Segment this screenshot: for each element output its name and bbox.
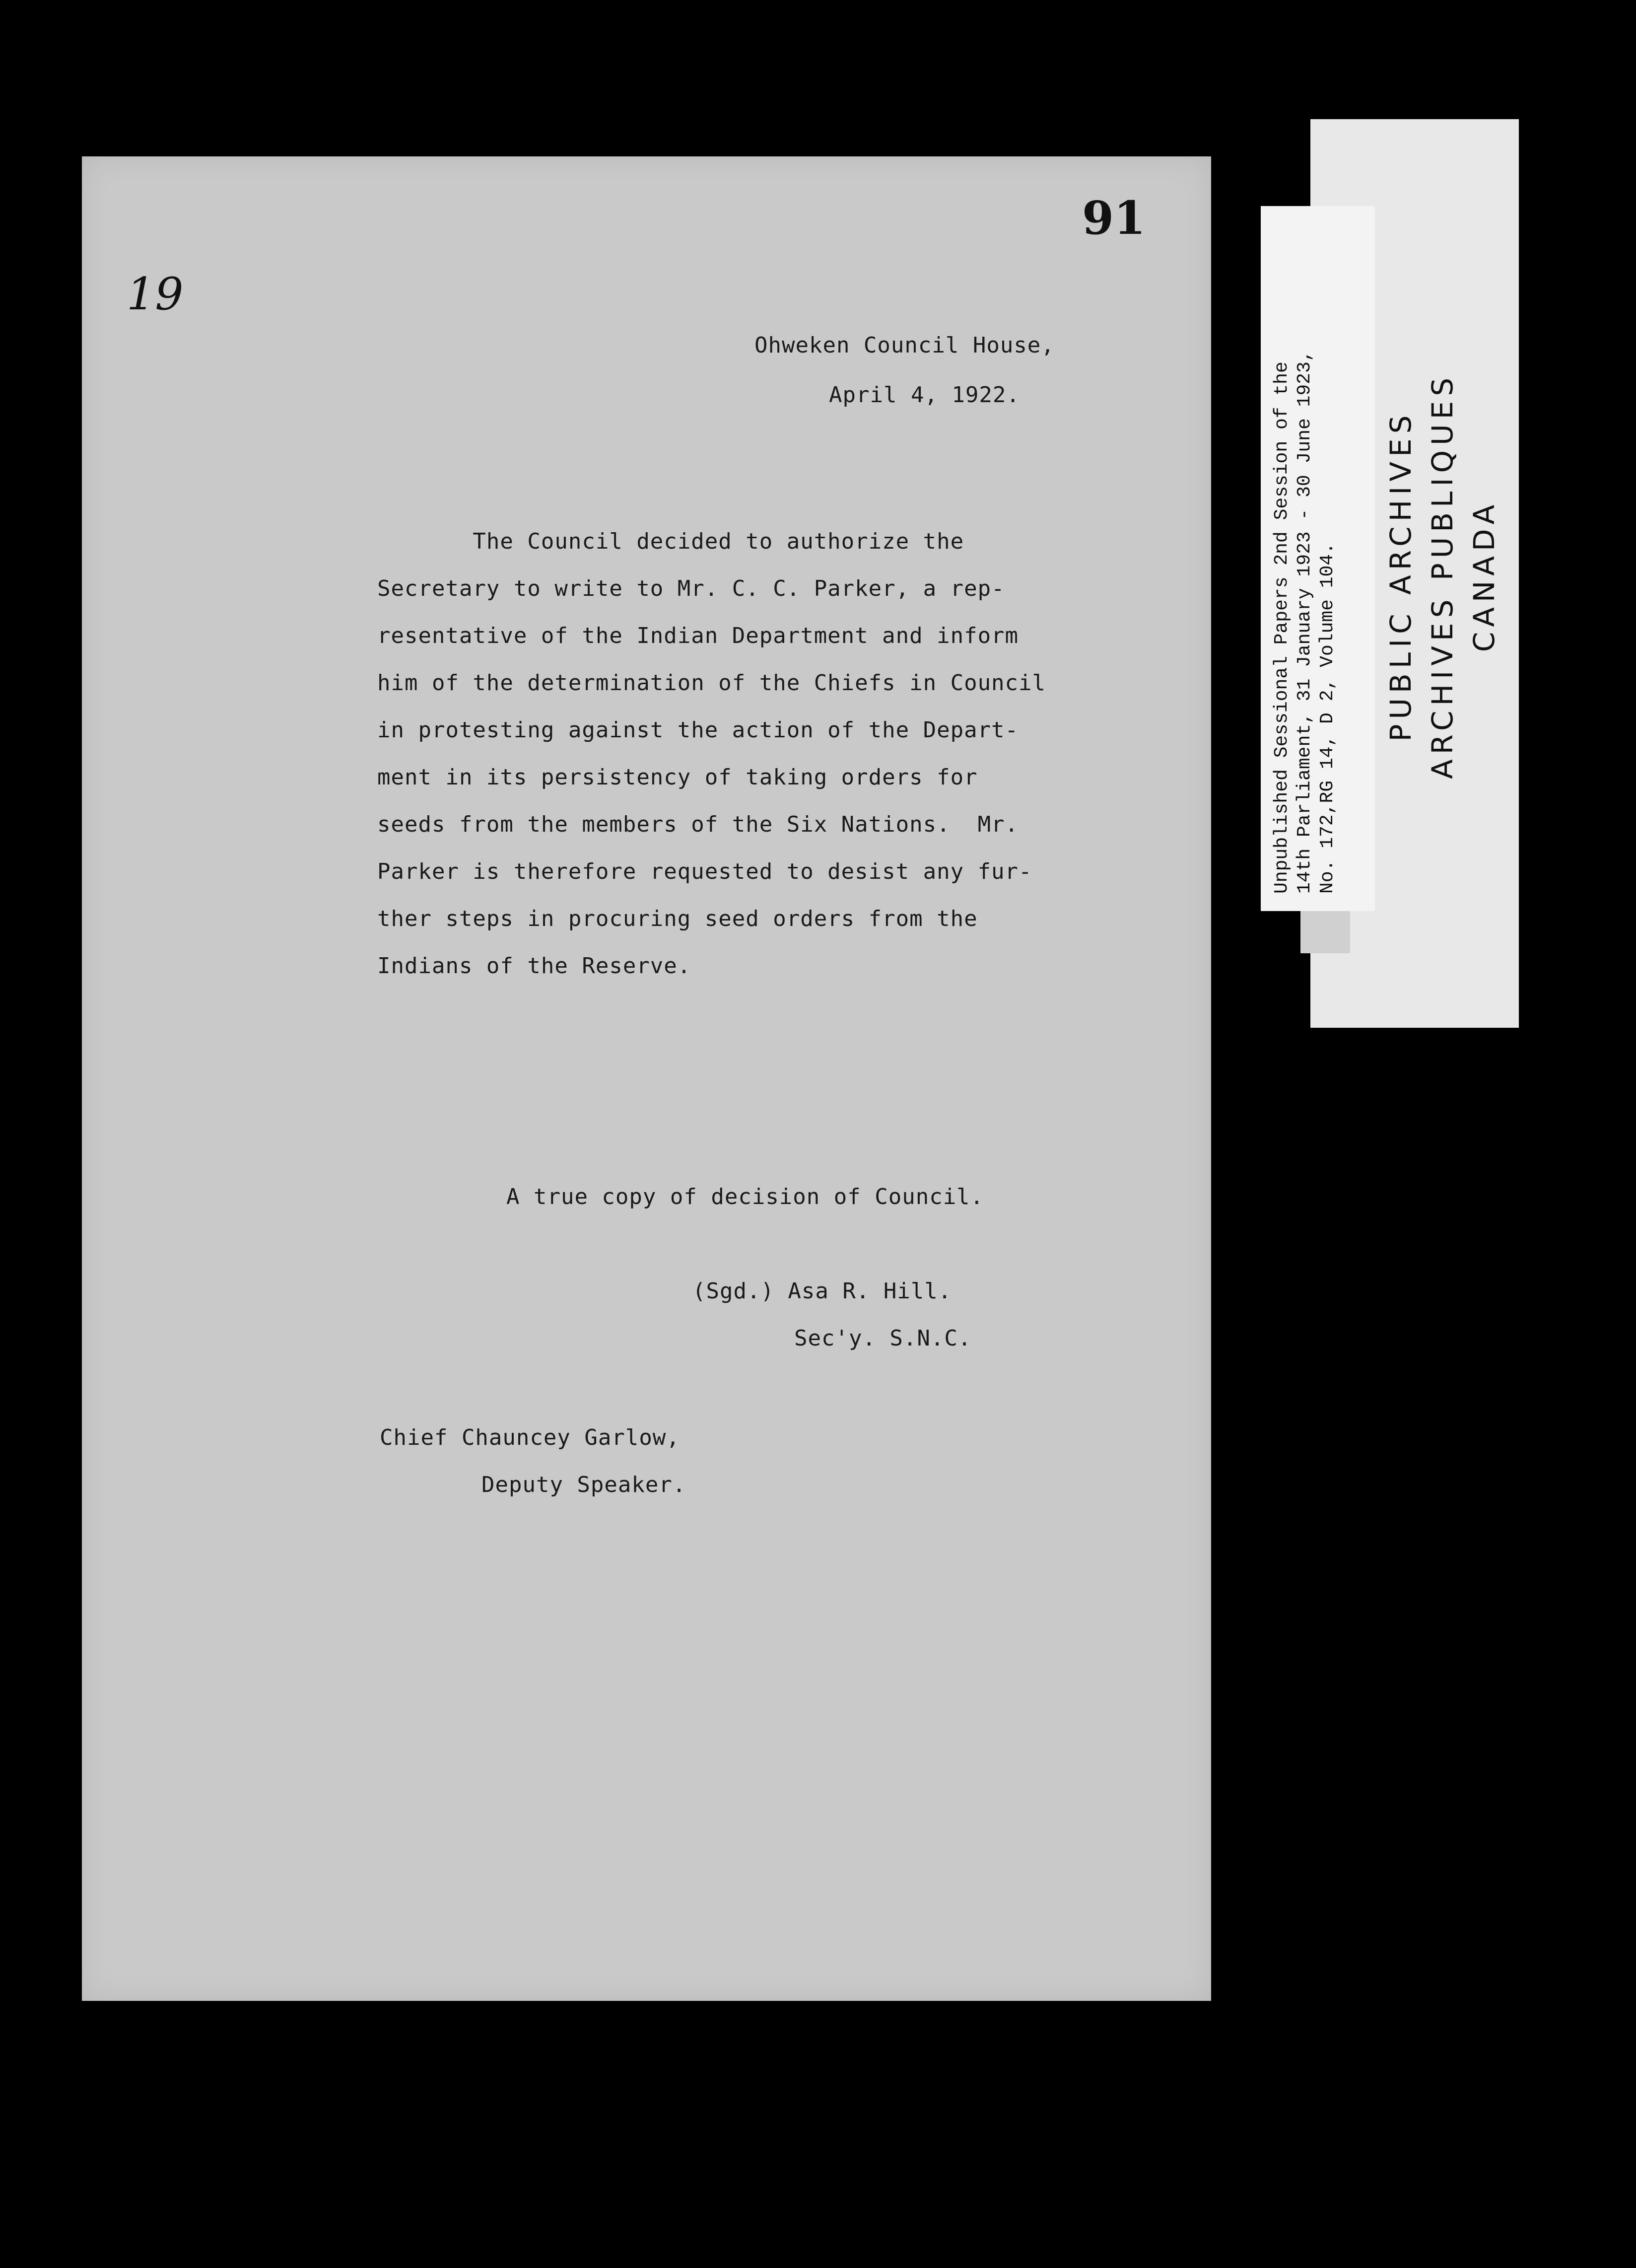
document-sheet: [82, 156, 1211, 2001]
signature-line: (Sgd.) Asa R. Hill.: [692, 1278, 952, 1304]
handwritten-mark: 19: [127, 268, 184, 320]
body-line: Parker is therefore requested to desist any fur-: [377, 859, 1032, 884]
body-line: Secretary to write to Mr. C. C. Parker, a rep-: [377, 576, 1005, 601]
letter-place: Ohweken Council House,: [754, 333, 1055, 358]
body-line: ther steps in procuring seed orders from the: [377, 906, 978, 931]
body-line: in protesting against the action of the Depart-: [377, 717, 1019, 743]
letter-date: April 4, 1922.: [829, 382, 1020, 408]
signer-title: Sec'y. S.N.C.: [794, 1326, 972, 1351]
true-copy-line: A true copy of decision of Council.: [506, 1184, 984, 1209]
addressee-name: Chief Chauncey Garlow,: [380, 1425, 680, 1450]
addressee-title: Deputy Speaker.: [481, 1472, 686, 1497]
body-line: resentative of the Indian Department and inform: [377, 623, 1019, 648]
page-number: 91: [1082, 191, 1146, 245]
body-line: seeds from the members of the Six Nations. Mr.: [377, 812, 1019, 837]
body-line: ment in its persistency of taking orders for: [377, 765, 978, 790]
body-line: Indians of the Reserve.: [377, 953, 691, 979]
body-line: him of the determination of the Chiefs in Council: [377, 670, 1046, 696]
archive-citation: Unpublished Sessional Papers 2nd Session of the 14th Parliament, 31 January 1923 - 30 June 1923, No. 172,RG 14, D 2, Volume 104.: [1271, 350, 1338, 894]
body-line: The Council decided to authorize the: [377, 529, 964, 554]
archive-stamp: PUBLIC ARCHIVES ARCHIVES PUBLIQUES CANADA: [1384, 372, 1501, 780]
